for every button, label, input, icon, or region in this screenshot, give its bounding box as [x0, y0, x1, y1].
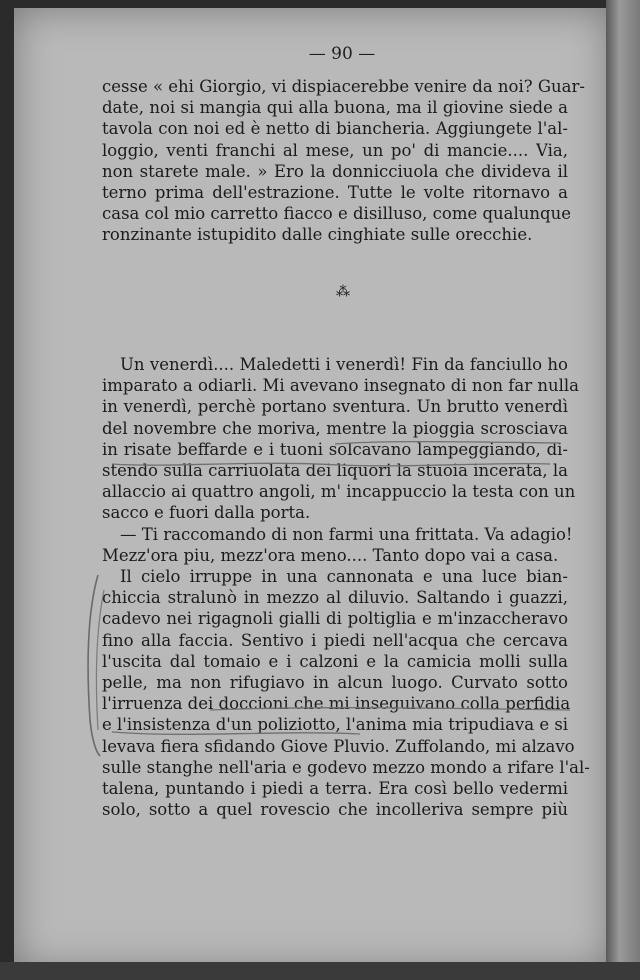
- text-line: sacco e fuori dalla porta.: [102, 503, 311, 523]
- text-line: e l'insistenza d'un poliziotto, l'anima mia tripudiava e si: [102, 715, 569, 735]
- adjacent-page-edge: [606, 0, 640, 980]
- text-line: imparato a odiarli. Mi avevano insegnato di non far nulla: [102, 376, 579, 396]
- text-line: casa col mio carretto fiacco e disilluso, come qualunque: [102, 204, 571, 224]
- text-line: in risate beffarde e i tuoni solcavano lampeggiando, di-: [102, 439, 568, 459]
- text-line: cesse « ehi Giorgio, vi dispiacerebbe venire da noi? Guar-: [102, 77, 585, 96]
- text-line: Mezz'ora piu, mezz'ora meno.... Tanto dopo vai a casa.: [102, 545, 559, 565]
- text-section-1: [102, 76, 585, 246]
- text-line: allaccio ai quattro angoli, m' incappuccio la testa con un: [102, 482, 576, 502]
- text-line: stendo sulla carriuolata dei liquori la stuoia incerata, la: [102, 461, 568, 481]
- text-line: pelle, ma non rifugiavo in alcun luogo. Curvato sotto: [102, 673, 568, 693]
- text-line: date, noi si mangia qui alla buona, ma il giovine siede a: [102, 98, 568, 118]
- text-line: non starete male. » Ero la donnicciuola che divideva il: [102, 161, 568, 181]
- text-line: tavola con noi ed è netto di biancheria. Aggiungete l'al-: [102, 119, 568, 139]
- text-section-2: [102, 354, 590, 820]
- text-line: levava fiera sfidando Giove Pluvio. Zuffolando, mi alzavo: [102, 736, 575, 756]
- text-line: talena, puntando i piedi a terra. Era così bello vedermi: [102, 779, 568, 799]
- text-line: Il cielo irruppe in una cannonata e una luce bian-: [120, 567, 568, 587]
- text-line: ronzinante istupidito dalle cinghiate sulle orecchie.: [102, 225, 533, 245]
- text-line: terno prima dell'estrazione. Tutte le volte ritornavo a: [102, 183, 568, 203]
- text-line: — Ti raccomando di non farmi una frittata. Va adagio!: [120, 524, 573, 544]
- text-line: solo, sotto a quel rovescio che incolleriva sempre più: [102, 800, 568, 820]
- text-line: chiccia stralunò in mezzo al diluvio. Saltando i guazzi,: [102, 588, 568, 608]
- text-line: Un venerdì.... Maledetti i venerdì! Fin da fanciullo ho: [120, 355, 568, 374]
- page-number: — 90 —: [308, 44, 376, 64]
- text-line: l'uscita dal tomaio e i calzoni e la camicia molli sulla: [102, 651, 568, 671]
- scan-bottom-edge: [0, 962, 640, 980]
- text-line: in venerdì, perchè portano sventura. Un brutto venerdì: [102, 397, 568, 417]
- text-line: fino alla faccia. Sentivo i piedi nell'acqua che cercava: [102, 630, 568, 650]
- text-line: del novembre che moriva, mentre la pioggia scrosciava: [102, 418, 568, 438]
- text-line: sulle stanghe nell'aria e godevo mezzo mondo a rifare l'al-: [102, 757, 590, 777]
- text-line: cadevo nei rigagnoli gialli di poltiglia e m'inzaccheravo: [102, 609, 568, 629]
- section-separator: ⁂: [336, 284, 350, 300]
- text-line: loggio, venti franchi al mese, un po' di mancie.... Via,: [102, 140, 568, 160]
- text-line: l'irruenza dei doccioni che mi inseguivano colla perfidia: [102, 694, 571, 714]
